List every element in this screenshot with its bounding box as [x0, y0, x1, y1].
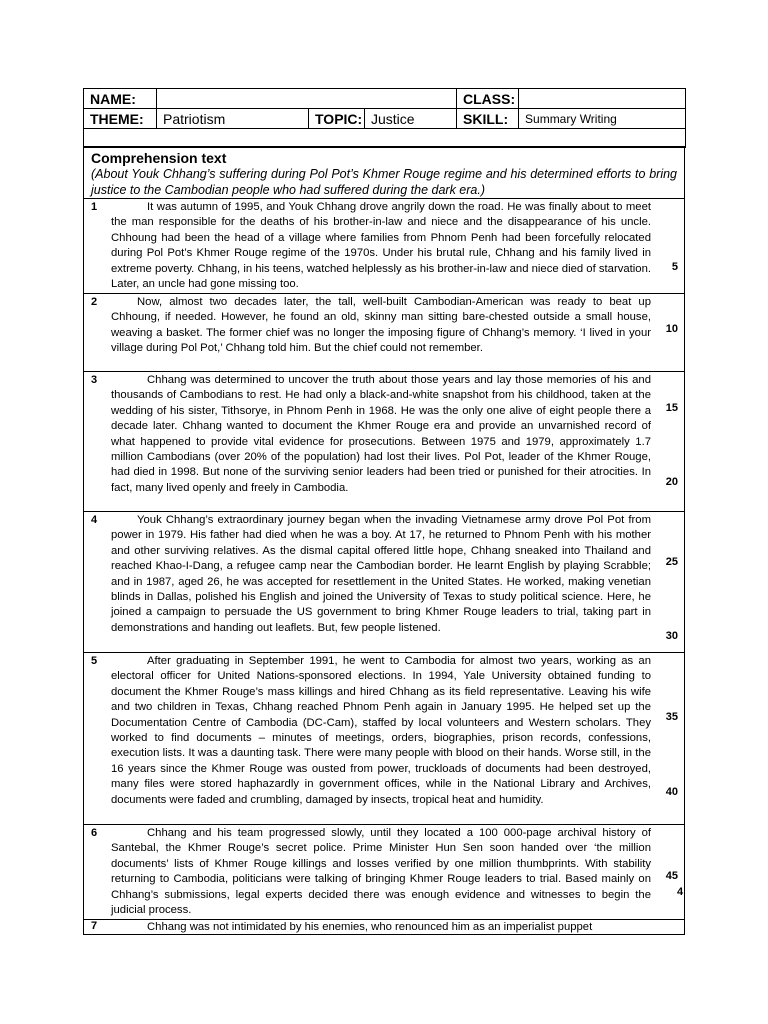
paragraph-text: Chhang was determined to uncover the truth about those years and lay those memories of his and thousands of Cambodians to rest. He had only a black-and-white snapshot from his childhood, taken at the wedding of his sister, Tithsorye, in Phnom Penh in 1968. He was the only one alive of eight people there a decade later. Chhang wanted to document the Khmer Rouge era and provide an unvarnished record of what happened to provide vital evidence for prosecutions. Between 1975 and 1979, approximately 1.7 million Cambodians (over 20% of the population) had lost their lives. Pol Pot, leader of the Khmer Rouge, had died in 1998. But none of the surviving senior leaders had been tried or punished for their atrocities. In fact, many lived openly and freely in Cambodia.: [111, 374, 651, 494]
paragraph-number: 7: [91, 920, 98, 932]
page-number-fragment: 4: [677, 886, 684, 898]
comprehension-box: [83, 146, 685, 935]
class-field[interactable]: [519, 89, 686, 109]
paragraph-text: It was autumn of 1995, and Youk Chhang drove angrily down the road. He was finally about to meet the man responsible for the deaths of his brother-in-law and niece and the disappearance of his uncle. Chhoung had been the head of a village where families from Phnom Penh had been forcefully relocated during Pol Pot’s Khmer Rouge regime of the 1970s. Under his brutal rule, Chhang and his family lived in extreme poverty. Chhang, in his teens, watched helplessly as his brother-in-law and niece died of starvation. Later, an uncle had gone missing too.: [111, 201, 651, 291]
name-label: NAME:: [84, 89, 157, 109]
paragraph-text: Now, almost two decades later, the tall, well-built Cambodian-American was ready to beat up Chhoung, if needed. However, he found an old, skinny man sitting bare-chested outside a small house, weaving a basket. The former chief was no longer the imposing figure of Chhang’s memory. ‘I lived in your village during Pol Pot,’ Chhang told him. But the chief could not remember.: [111, 296, 651, 355]
paragraph-text: After graduating in September 1991, he went to Cambodia for almost two years, working as an electoral officer for United Nations-sponsored elections. In 1994, Yale University obtained funding to document the Khmer Rouge’s mass killings and hired Chhang as its field representative. Leaving his wife and two children in Texas, Chhang reached Phnom Penh again in January 1995. He helped set up the Documentation Centre of Cambodia (DC-Cam), staffed by local volunteers and Western scholars. They worked to find documents – minutes of meetings, orders, biographies, prison records, confessions, execution lists. It was a daunting task. There were many people with blood on their hands. Worse still, in the 16 years since the Khmer Rouge was ousted from power, truckloads of documents had been destroyed, many files were stored haphazardly in government offices, while in the National Library and Archives, documents were faded and crumbling, damaged by insects, tropical heat and humidity.: [111, 655, 651, 806]
paragraph-5: [84, 653, 684, 825]
line-marker: 45: [665, 870, 678, 882]
header-table: [83, 88, 686, 148]
skill-value: Summary Writing: [519, 109, 686, 129]
paragraph-number: 4: [91, 514, 98, 526]
topic-label: TOPIC:: [309, 109, 365, 129]
paragraph-number: 3: [91, 374, 98, 386]
paragraph-3: [84, 372, 684, 512]
line-marker: 20: [665, 476, 678, 488]
name-field[interactable]: [157, 89, 457, 109]
paragraph-1: [84, 199, 684, 294]
paragraph-text: Youk Chhang’s extraordinary journey began when the invading Vietnamese army drove Pol Pot from power in 1979. His father had died when he was a boy. At 17, he returned to Phnom Penh with his mother and other surviving relatives. As the dismal capital offered little hope, Chhang sneaked into Thailand and reached Khao-I-Dang, a refugee camp near the Cambodian border. He learnt English by playing Scrabble; and in 1987, aged 26, he was accepted for resettlement in the United States. He worked, making venetian blinds in Dallas, polished his English and joined the University of Texas to study political science. Here, he joined a campaign to persuade the US government to bring Khmer Rouge leaders to trial, taking part in demonstrations and handing out leaflets. But, few people listened.: [111, 514, 651, 634]
line-marker: 5: [671, 261, 678, 273]
comprehension-header: [84, 147, 684, 199]
line-marker: 35: [665, 711, 678, 723]
topic-value: Justice: [365, 109, 457, 129]
comprehension-title: Comprehension text: [91, 150, 227, 166]
line-marker: 30: [665, 630, 678, 642]
paragraph-4: [84, 512, 684, 653]
line-marker: 40: [665, 786, 678, 798]
line-marker: 15: [665, 402, 678, 414]
blank-row: [84, 129, 686, 148]
paragraph-number: 5: [91, 655, 98, 667]
line-marker: 25: [665, 556, 678, 568]
skill-label: SKILL:: [457, 109, 519, 129]
theme-value: Patriotism: [157, 109, 309, 129]
paragraph-number: 6: [91, 827, 98, 839]
paragraph-text: Chhang was not intimidated by his enemies, who renounced him as an imperialist puppet: [147, 921, 593, 933]
theme-label: THEME:: [84, 109, 157, 129]
comprehension-subtitle: (About Youk Chhang’s suffering during Pol Pot’s Khmer Rouge regime and his determined efforts to bring justice to the Cambodian people who had suffered during the dark era.): [91, 167, 677, 197]
paragraph-number: 1: [91, 201, 98, 213]
paragraph-7: [84, 920, 684, 934]
paragraph-text: Chhang and his team progressed slowly, until they located a 100 000-page archival history of Santebal, the Khmer Rouge’s secret police. Prime Minister Hun Sen soon handed over ‘the million documents’ lists of Khmer Rouge killings and losses verified by one million thumbprints. With stability returning to Cambodia, politicians were talking of bringing Khmer Rouge leaders to trial. Based mainly on Chhang’s submissions, legal experts decided there was enough evidence and witnesses to begin the judicial process.: [111, 827, 651, 917]
paragraph-2: [84, 294, 684, 372]
paragraph-number: 2: [91, 296, 98, 308]
paragraph-6: [84, 825, 684, 920]
class-label: CLASS:: [457, 89, 519, 109]
line-marker: 10: [665, 323, 678, 335]
